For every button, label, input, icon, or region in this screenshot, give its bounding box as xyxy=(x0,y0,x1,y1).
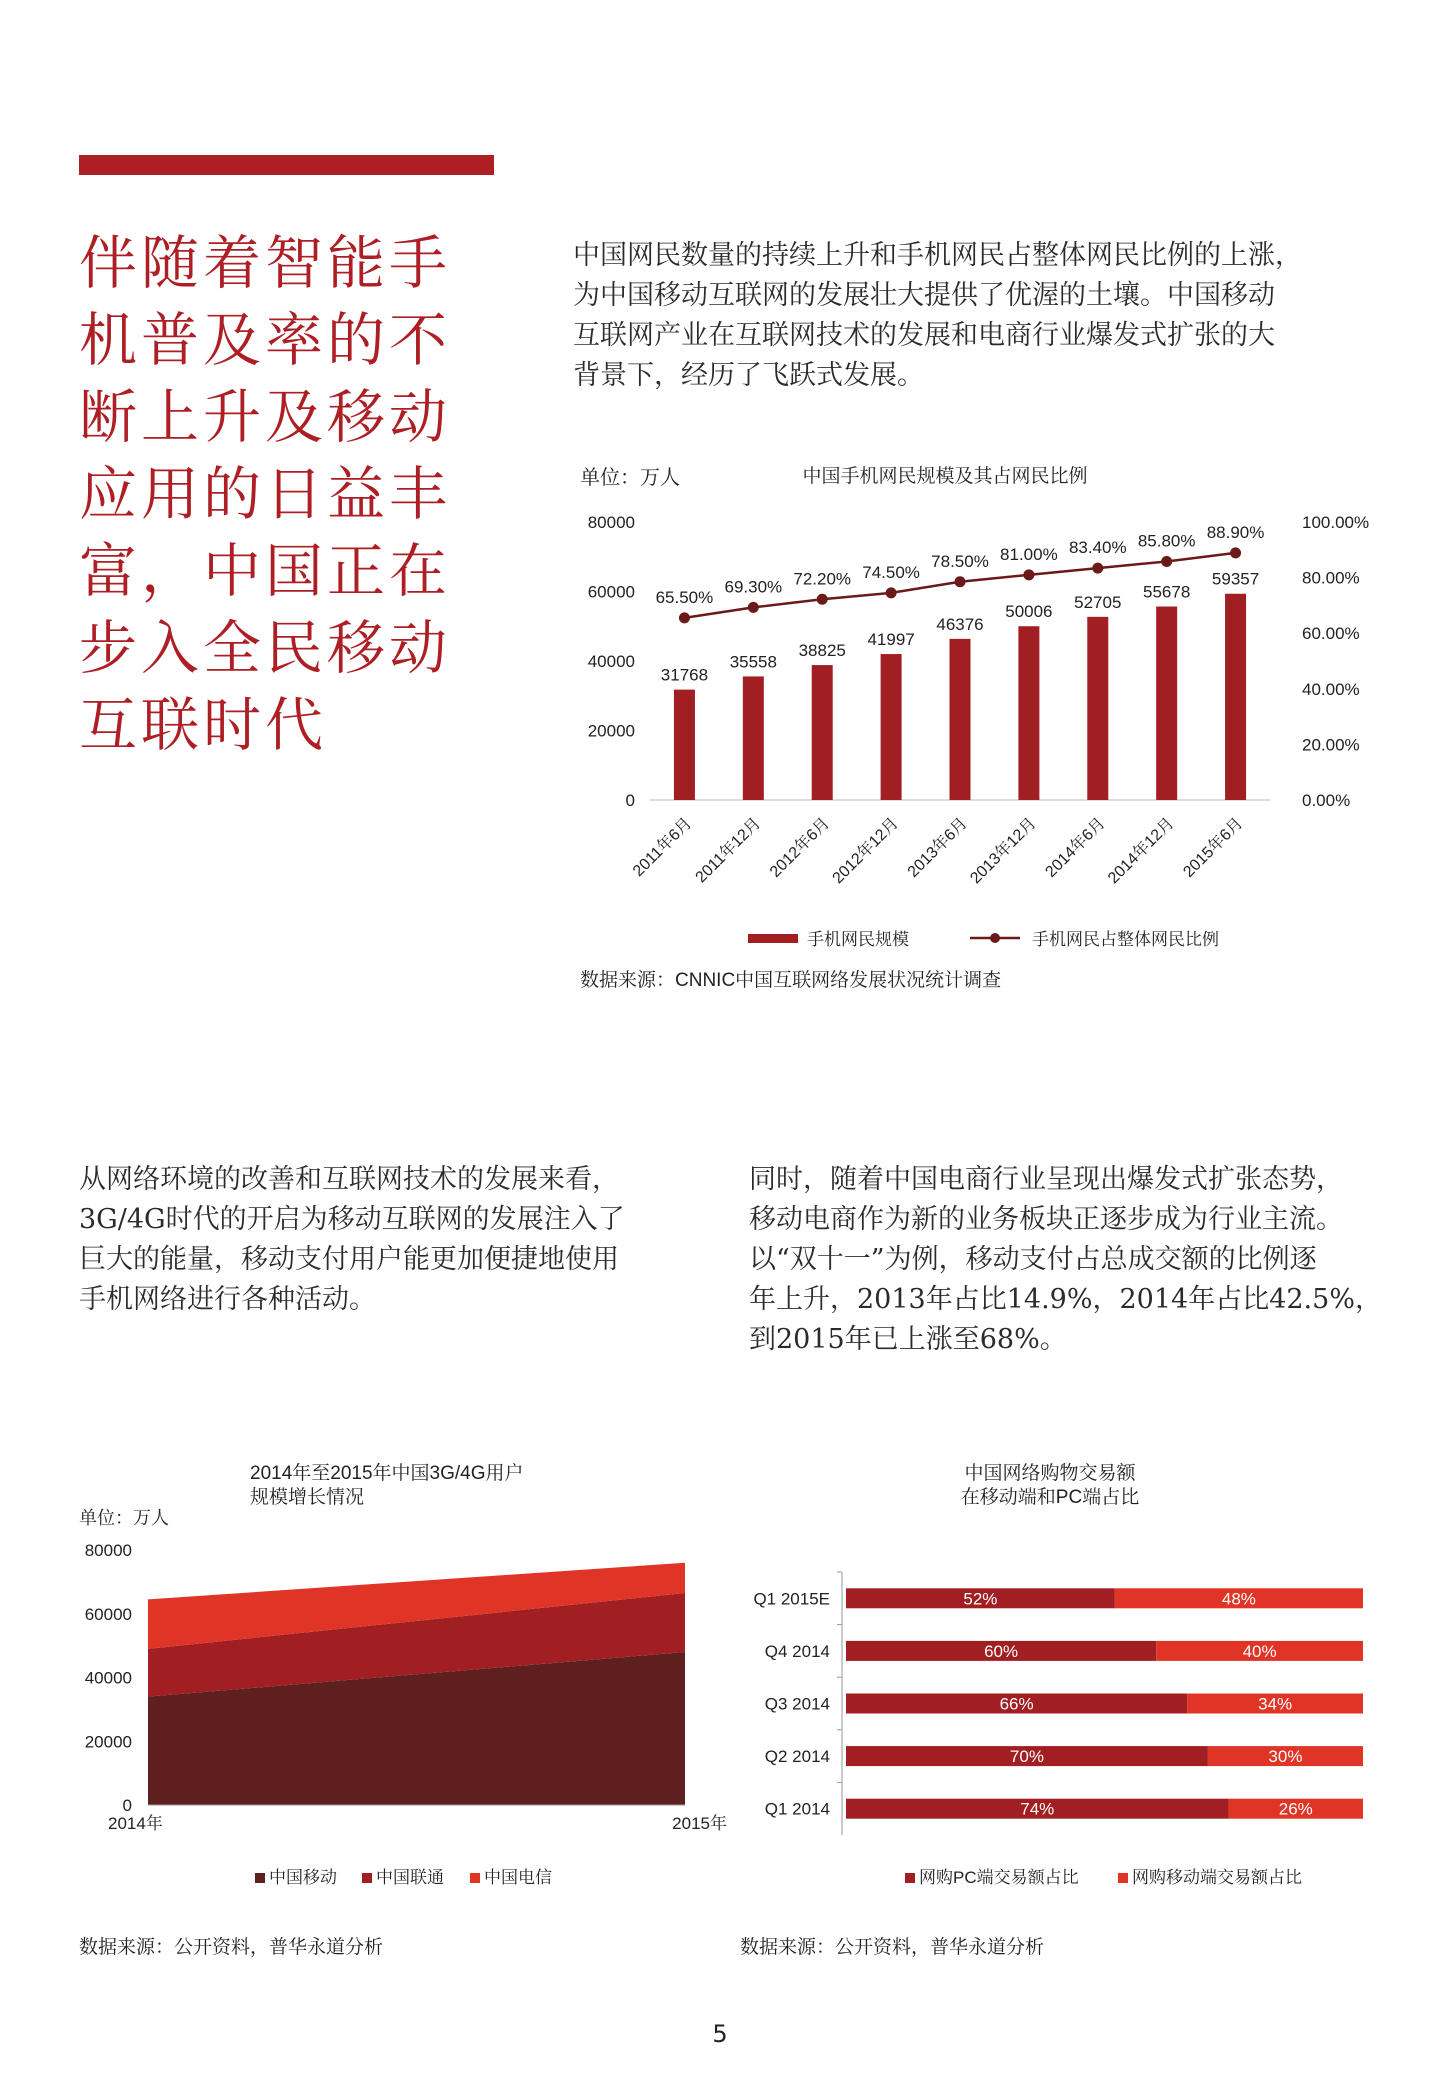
online-shopping-share-chart-svg xyxy=(735,1455,1375,1900)
x-tick-label: 2015年6月 xyxy=(1180,814,1247,881)
legend-label: 中国联通 xyxy=(376,1868,444,1887)
bar xyxy=(1156,607,1177,800)
x-tick-label: 2014年 xyxy=(108,1814,163,1833)
bar xyxy=(950,639,971,800)
bar-data-label: 41997 xyxy=(867,630,915,650)
legend-label: 手机网民占整体网民比例 xyxy=(1032,930,1219,949)
line-point xyxy=(748,602,759,613)
intro-paragraph: 中国网民数量的持续上升和手机网民占整体网民比例的上涨， 为中国移动互联网的发展壮大提供了优渥的土壤。中国移动 互联网产业在互联网技术的发展和电商行业爆发式扩张的大 背景下，经历了飞跃式发展。 xyxy=(573,240,1302,391)
y-tick-label: 60000 xyxy=(84,1604,132,1624)
bar-data-label: 52% xyxy=(963,1589,998,1609)
y-tick-label: 60000 xyxy=(587,582,635,602)
line-point xyxy=(679,612,690,623)
line-data-label: 65.50% xyxy=(655,587,714,607)
line-data-label: 69.30% xyxy=(724,577,783,597)
y2-tick-label: 40.00% xyxy=(1302,679,1360,699)
line-point xyxy=(817,594,828,605)
legend-label: 中国电信 xyxy=(484,1868,552,1887)
line-data-label: 83.40% xyxy=(1068,538,1127,558)
bar xyxy=(674,690,695,800)
page-headline: 伴随着智能手 机普及率的不 断上升及移动 应用的日益丰 富，中国正在 步入全民移动 互联时代 xyxy=(79,229,452,759)
legend-swatch xyxy=(1118,1873,1128,1883)
chart-unit-label: 单位：万人 xyxy=(580,467,680,489)
bar-data-label: 48% xyxy=(1221,1589,1256,1609)
bar-data-label: 50006 xyxy=(1005,602,1053,622)
y2-tick-label: 20.00% xyxy=(1302,735,1360,755)
chart-title: 中国网络购物交易额 xyxy=(964,1463,1136,1484)
y-tick-label: Q2 2014 xyxy=(764,1747,830,1767)
y-tick-label: 0 xyxy=(625,791,635,810)
legend-label: 中国移动 xyxy=(269,1868,337,1887)
bar xyxy=(743,676,764,800)
chart-title: 中国手机网民规模及其占网民比例 xyxy=(802,466,1088,487)
y-tick-label: Q1 2015E xyxy=(753,1589,830,1609)
bar xyxy=(1018,626,1039,800)
x-tick-label: 2011年6月 xyxy=(629,814,696,881)
legend-swatch xyxy=(905,1873,915,1883)
line-data-label: 72.20% xyxy=(793,569,852,589)
legend-label: 手机网民规模 xyxy=(807,930,909,949)
line-point xyxy=(955,576,966,587)
x-tick-label: 2015年 xyxy=(672,1814,727,1833)
x-tick-label: 2014年12月 xyxy=(1105,814,1178,888)
y-tick-label: 80000 xyxy=(84,1541,132,1560)
y-tick-label: 40000 xyxy=(84,1668,132,1688)
bar xyxy=(881,654,902,800)
3g4g-users-chart xyxy=(75,1455,735,1900)
online-shopping-share-chart xyxy=(735,1455,1375,1900)
mobile-users-chart-svg xyxy=(565,455,1395,1015)
x-tick-label: 2012年12月 xyxy=(829,814,902,888)
bar-data-label: 30% xyxy=(1268,1747,1303,1767)
bar-data-label: 55678 xyxy=(1143,582,1191,602)
y-tick-label: 0 xyxy=(122,1796,132,1815)
legend-label: 网购移动端交易额占比 xyxy=(1132,1868,1302,1887)
y-tick-label: Q4 2014 xyxy=(764,1641,830,1661)
bar-data-label: 38825 xyxy=(798,641,846,661)
line-data-label: 78.50% xyxy=(931,551,989,571)
bar xyxy=(1087,617,1108,800)
bar-data-label: 46376 xyxy=(936,614,984,634)
y2-tick-label: 100.00% xyxy=(1302,513,1370,532)
bar-data-label: 34% xyxy=(1258,1694,1293,1714)
source-note-left: 数据来源：公开资料，普华永道分析 xyxy=(79,1936,384,1958)
y2-tick-label: 0.00% xyxy=(1302,791,1351,810)
x-tick-label: 2014年6月 xyxy=(1042,814,1109,881)
bar xyxy=(1225,594,1246,800)
y2-tick-label: 60.00% xyxy=(1302,624,1360,644)
line-point xyxy=(886,587,897,598)
legend-swatch xyxy=(362,1873,372,1883)
accent-bar xyxy=(79,155,494,175)
y-tick-label: 80000 xyxy=(587,513,635,532)
y-tick-label: 40000 xyxy=(587,652,635,671)
source-note: 数据来源：CNNIC中国互联网络发展状况统计调查 xyxy=(580,970,1002,991)
chart-title: 在移动端和PC端占比 xyxy=(960,1487,1140,1508)
x-tick-label: 2013年12月 xyxy=(967,814,1040,888)
line-data-label: 74.50% xyxy=(862,562,920,582)
y-tick-label: Q3 2014 xyxy=(764,1694,830,1714)
legend-swatch xyxy=(255,1873,265,1883)
x-tick-label: 2011年12月 xyxy=(692,814,765,887)
bar-data-label: 60% xyxy=(984,1641,1019,1661)
bar xyxy=(812,665,833,800)
bar-data-label: 74% xyxy=(1020,1799,1055,1819)
line-data-label: 85.80% xyxy=(1137,531,1196,551)
line-data-label: 81.00% xyxy=(1000,544,1058,564)
line-point xyxy=(1230,547,1241,558)
bar-data-label: 66% xyxy=(999,1694,1034,1714)
x-tick-label: 2013年6月 xyxy=(904,814,971,881)
y-tick-label: 20000 xyxy=(84,1732,132,1752)
source-note-right: 数据来源：公开资料，普华永道分析 xyxy=(740,1936,1045,1958)
3g4g-users-chart-svg xyxy=(75,1455,735,1900)
y2-tick-label: 80.00% xyxy=(1302,568,1360,588)
line-point xyxy=(1092,563,1103,574)
legend-swatch xyxy=(470,1873,480,1883)
y-tick-label: Q1 2014 xyxy=(764,1799,830,1819)
chart-title: 2014年至2015年中国3G/4G用户 xyxy=(250,1463,524,1484)
legend-swatch-bars xyxy=(748,934,798,943)
line-data-label: 88.90% xyxy=(1206,522,1265,542)
x-tick-label: 2012年6月 xyxy=(766,814,834,881)
line-point xyxy=(1161,556,1172,567)
body-paragraph-left: 从网络环境的改善和互联网技术的发展来看， 3G/4G时代的开启为移动互联网的发展注入了 巨大的能量，移动支付用户能更加便捷地使用 手机网络进行各种活动。 xyxy=(79,1164,625,1315)
bar-data-label: 31768 xyxy=(660,665,709,685)
bar-data-label: 52705 xyxy=(1074,592,1122,612)
bar-data-label: 40% xyxy=(1242,1641,1277,1661)
page-number: 5 xyxy=(712,2020,728,2048)
chart-unit-label: 单位：万人 xyxy=(79,1508,169,1528)
y-tick-label: 20000 xyxy=(587,721,635,741)
body-paragraph-right: 同时，随着中国电商行业呈现出爆发式扩张态势， 移动电商作为新的业务板块正逐步成为行业主流。 以“双十一”为例，移动支付占总成交额的比例逐 年上升，2013年占比14.9%，2014年占比42.5%， 到2015年已上涨至68%。 xyxy=(749,1164,1382,1355)
bar-data-label: 70% xyxy=(1009,1747,1044,1767)
bar-data-label: 59357 xyxy=(1211,569,1260,589)
bar-data-label: 26% xyxy=(1278,1799,1313,1819)
mobile-users-chart xyxy=(565,455,1395,1015)
line-point xyxy=(1023,569,1034,580)
chart-title: 规模增长情况 xyxy=(250,1487,365,1508)
legend-swatch-point xyxy=(990,933,1000,943)
legend-label: 网购PC端交易额占比 xyxy=(919,1868,1079,1887)
bar-data-label: 35558 xyxy=(729,652,777,672)
